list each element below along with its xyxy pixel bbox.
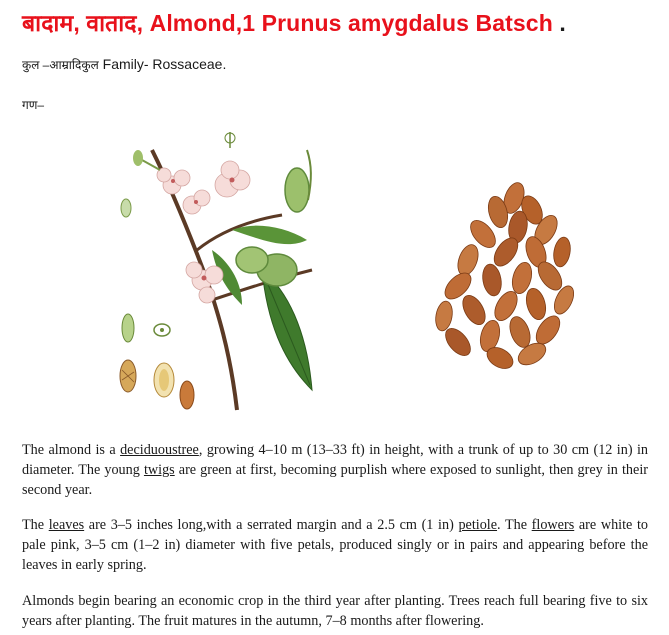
family-line: [22, 56, 226, 73]
title-end: .: [552, 10, 566, 36]
title-hindi: बादाम, वाताद,: [22, 10, 144, 36]
paragraph-tree-description: [22, 440, 648, 500]
almond-nuts-image: [428, 182, 576, 372]
page-title: [22, 6, 566, 38]
p1-text-1: The almond is a: [22, 442, 121, 458]
p1-text-2: , growing 4–10 m (13–33 ft) in height, with a trunk of up to 30 cm (12 in) in diameter. The young: [22, 442, 649, 478]
title-english: Almond,1 Prunus amygdalus Batsch: [149, 10, 553, 36]
link-twigs[interactable]: twigs: [143, 462, 175, 478]
p2-text-4: are white to pale pink, 3–5 cm (1–2 in) diameter with five petals, produced singly or in pairs and appearing before the leaves in early spring.: [22, 517, 649, 573]
link-deciduous-tree[interactable]: deciduoustree: [120, 442, 199, 458]
almond-botanical-illustration: [112, 130, 326, 412]
family-english: Family- Rossaceae.: [102, 56, 227, 72]
p2-text-1: The: [22, 517, 49, 533]
gana-label: गण–: [22, 98, 45, 112]
p2-text-3: . The: [497, 517, 532, 533]
family-hindi: कुल –आम्रादिकुल: [22, 58, 99, 72]
link-leaves[interactable]: leaves: [48, 517, 85, 533]
link-petiole[interactable]: petiole: [458, 517, 498, 533]
link-flowers[interactable]: flowers: [531, 517, 575, 533]
p1-text-3: are green at first, becoming purplish where exposed to sunlight, then grey in their second year.: [22, 462, 648, 498]
p2-text-2: are 3–5 inches long,with a serrated margin and a 2.5 cm (1 in): [84, 517, 459, 533]
paragraph-crop-bearing: Almonds begin bearing an economic crop in the third year after planting. Trees reach full bearing five to six years after planting. The fruit matures in the autumn, 7–8 months after flowering.: [22, 593, 648, 629]
paragraph-leaves-flowers: [22, 515, 648, 575]
